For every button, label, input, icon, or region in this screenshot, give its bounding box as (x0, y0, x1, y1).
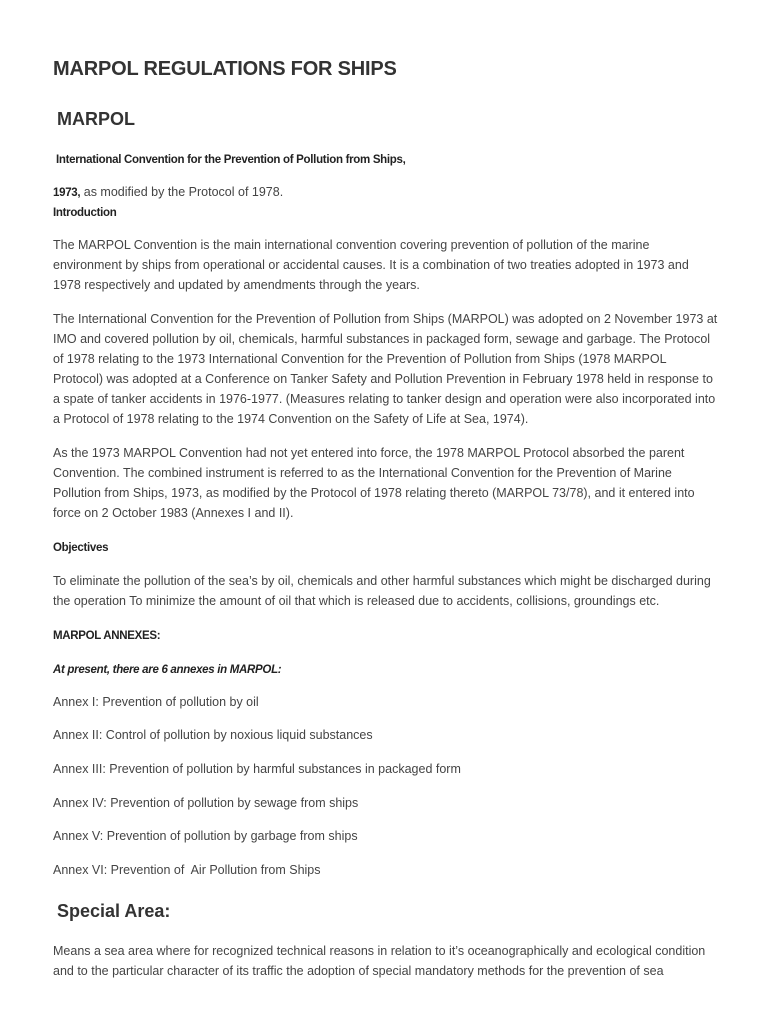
introduction-paragraph: The MARPOL Convention is the main international convention covering prevention of pollution of the marine environment by ships from operational or accidental causes. It is a combination of two treaties adopted in 1973 and 1978 respectively and updated by amendments through the years. (53, 238, 689, 292)
convention-year: 1973, (53, 187, 81, 199)
annex-item: Annex V: Prevention of pollution by garbage from ships (53, 829, 358, 843)
special-area-paragraph: Means a sea area where for recognized technical reasons in relation to it’s oceanographically and ecological condition and to the particular character of its traffic the adoption of special mandatory methods for the prevention of sea (53, 944, 706, 978)
annex-item: Annex III: Prevention of pollution by harmful substances in packaged form (53, 762, 461, 776)
convention-year-rest: as modified by the Protocol of 1978. (80, 185, 284, 199)
adoption-paragraph: The International Convention for the Prevention of Pollution from Ships (MARPOL) was adopted on 2 November 1973 at IMO and covered pollution by oil, chemicals, harmful substances in packaged form, sewage and garbage. The Protocol of 1978 relating to the 1973 International Convention for the Prevention of Pollution from Ships (1978 MARPOL Protocol) was adopted at a Conference on Tanker Safety and Pollution Prevention in February 1978 held in response to a spate of tanker accidents in 1976-1977. (Measures relating to tanker design and operation were also incorporated into a Protocol of 1978 relating to the 1974 Convention on the Safety of Life at Sea, 1974). (53, 312, 718, 426)
convention-year-line (53, 182, 718, 203)
page-title: MARPOL REGULATIONS FOR SHIPS (53, 58, 397, 80)
introduction-heading: Introduction (53, 207, 117, 219)
objectives-paragraph: To eliminate the pollution of the sea’s by oil, chemicals and other harmful substances which might be discharged during the operation To minimize the amount of oil that which is released due to accidents, collisions, groundings etc. (53, 574, 711, 608)
section-heading-marpol: MARPOL (57, 109, 135, 129)
annex-item: Annex VI: Prevention of Air Pollution from Ships (53, 863, 321, 877)
entry-into-force-paragraph: As the 1973 MARPOL Convention had not yet entered into force, the 1978 MARPOL Protocol absorbed the parent Convention. The combined instrument is referred to as the International Convention for the Prevention of Marine Pollution from Ships, 1973, as modified by the Protocol of 1978 relating thereto (MARPOL 73/78), and it entered into force on 2 October 1983 (Annexes I and II). (53, 446, 695, 520)
objectives-heading: Objectives (53, 542, 109, 554)
annex-item: Annex II: Control of pollution by noxious liquid substances (53, 728, 373, 742)
annex-item: Annex IV: Prevention of pollution by sewage from ships (53, 796, 359, 810)
annexes-subheading: At present, there are 6 annexes in MARPOL: (53, 664, 282, 676)
section-heading-special-area: Special Area: (57, 901, 171, 921)
convention-title: International Convention for the Prevention of Pollution from Ships, (56, 154, 406, 166)
annexes-heading: MARPOL ANNEXES: (53, 630, 161, 642)
annex-item: Annex I: Prevention of pollution by oil (53, 695, 259, 709)
